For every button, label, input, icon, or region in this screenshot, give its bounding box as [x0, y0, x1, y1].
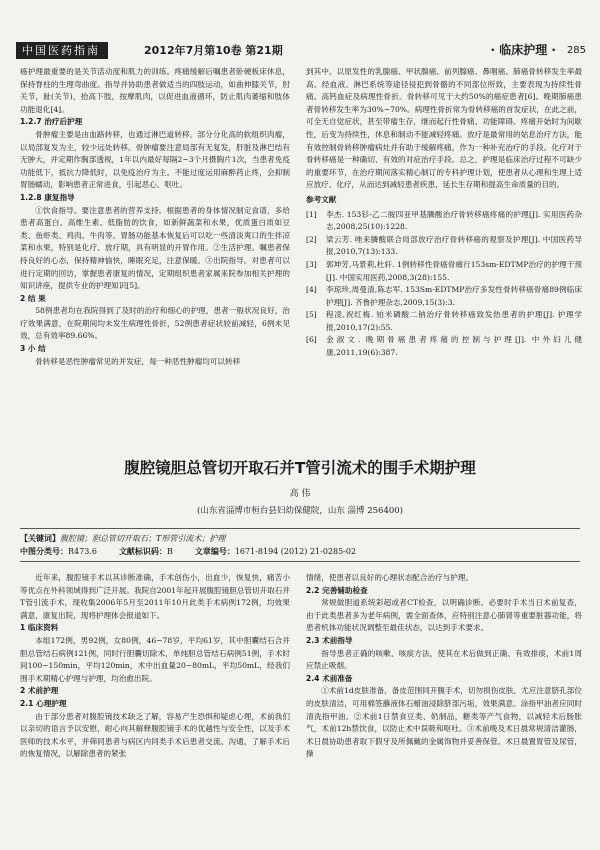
section-heading: 1 临床资料 — [20, 623, 59, 633]
paragraph: 情绪，使患者以良好的心理状态配合治疗与护理。 — [306, 573, 474, 582]
reference-item: [6] 金淑文. 晚期骨癌患者疼痛的控制与护理[J]. 中外妇儿健康,2011,19(6):387. — [306, 335, 582, 358]
paragraph: 指导患者正确的咳嗽、咳痰方法，使其在术后做到正确、有效排痰，术前1周应禁止吸烟。 — [306, 648, 582, 671]
paragraph: 近年来，腹腔镜手术以其诊断准确，手术创伤小，出血少，恢复快，痛苦小等优点在外科领域得到广泛开展。我院自2001年起开展腹腔镜胆总管切开取石并T管引流手术，现收集2006年5月至2011年10月此类手术病例172例，均效果满意，康复出院，现将护理体会报道如下。 — [20, 573, 290, 620]
article-right-column — [306, 572, 582, 761]
section-heading: 3 小 结 — [20, 344, 46, 354]
article-metadata — [20, 528, 580, 562]
section-heading: 2.3 术前指导 — [306, 635, 353, 645]
article-author: 高 伟 — [289, 489, 311, 499]
article-affiliation: (山东省淄博市桓台县妇幼保健院，山东 淄博 256400) — [197, 506, 403, 516]
classification-line: 中图分类号：R473.6 文献标识码：B 文章编号：1671-8194 (2012) 21-0285-02 — [20, 547, 357, 556]
paragraph: 58例患者均在我院得到了及时的治疗和细心的护理，患者一般状况良好，治疗效果满意，在院期间均未发生病理性骨折，52例患者症状较前减轻，6例未见效，总有效率89.66%。 — [20, 306, 290, 341]
section-name: · 临床护理 · — [490, 43, 556, 57]
issue-info: 2012年7月第10卷 第21期 — [144, 44, 283, 57]
section-heading: 2.1 心理护理 — [20, 698, 67, 708]
paragraph: 癌护理最重要的是关节活动度和肌力的训练。疼痛缓解后嘱患者卧硬板床休息，保持脊柱的生理弯曲度。指导并协助患者做适当的四肢运动，如曲伸膝关节，肘关节，趾(关节)，抬高下肢，按摩肌肉，以促进血液循环，防止肌肉萎缩和肢体功能退化[4]。 — [20, 67, 290, 114]
paragraph: ①术前1d皮肤准备，备皮范围同开腹手术，切勿损伤皮肤，尤应注意脐孔部位的皮肤清洁，可用棉签蘸液体石蜡油浸除脐部污垢，效果满意。涂指甲油者应同时清洗指甲油。②术前1日禁食豆类、奶制品，糖类等产气食物，以减轻术后肠胀气，术前12h禁饮食，以防止术中误吸和呕吐。③术前晚及术日晨常规清洁灌肠，术日晨协助患者取下假牙及所佩戴的金属饰物并妥善保管。术日晨置胃管及尿管，操 — [306, 686, 582, 759]
page-header — [16, 42, 586, 60]
article-title: 腹腔镜胆总管切开取石并T管引流术的围手术期护理 — [124, 459, 476, 477]
reference-item: [3] 郭坤芳,马景莉,杜轩. 1例转移性骨癌骨痛行153sm-EDTMP治疗的护理干预[J]. 中国实用医药,2008,3(28):155. — [306, 259, 582, 282]
section-heading: 1.2.7 治疗后护理 — [20, 117, 83, 127]
prev-article-right-column — [306, 66, 582, 360]
prev-article-left-column — [20, 66, 290, 368]
paragraph: 本组172例，男92例，女80例，46~78岁，平均61岁，其中胆囊结石合并胆总管结石病例121例，同时行胆囊切除术，单纯胆总管结石病例51例，手术时间100~150min，平均120min，术中出血量20~80mL，平均50mL，经我们围手术期精心护理与护理，均治愈出院。 — [20, 635, 290, 683]
paragraph: 到其中。以原发性的乳腺癌、甲状腺癌、前列腺癌、鼻咽癌、肺癌骨转移发生率最高。经血液、淋巴系统等途径侵犯到骨骼的不同部位所致，主要表现为持续性骨痛、高钙血症及病理性骨折。骨转移可见于大约50%的癌症患者[6]。晚期肺癌患者骨转移发生率为30%~70%。病理性骨折常为骨转移癌的首发症状，在此之前，可全无自觉症状，甚至带瘤生存，继而起行性骨痛、功能障碍。疼痛开始时为间歇性，后变为持续性，休息和制动不能减轻疼痛。放疗是最常用的姑息治疗方法，能有效控制骨转移肿瘤病灶并有助于缓解疼痛，作为一种补充治疗的手段。化疗对于骨转移癌是一种确切、有效的对症治疗手段。总之，护理是临床治疗过程不可缺少的重要环节，在治疗期间落实精心制订的专科护理计划，使患者从心理和生理上适应放疗、化疗，从而达到减轻患者疾患，延长生存期和提高生命质量的目的。 — [306, 67, 582, 190]
section-heading: 2.2 完善辅助检查 — [306, 585, 368, 595]
section-heading: 2 术前护理 — [20, 686, 59, 696]
section-heading: 1.2.8 康复指导 — [20, 192, 75, 202]
paragraph: ①饮食指导。要注意患者的营养支持。根据患者的身体情况制定食谱，多给患者高蛋白、高维生素、低脂肪的饮食，如新鲜蔬菜和水果，优质蛋白质如豆类、鱼虾类、鸡肉、牛肉等。胃肠功能基本恢复后可以吃一些清淡爽口的生拌凉菜和水果，特别是化疗、放疗期，具有明显的开胃作用。②生活护理。嘱患者保持良好的心态，保持精神愉快，睡眠充足，注意保暖。③出院指导。对患者可以进行定期的回访，掌握患者康复的情况，定期组织患者家属来院参加相关护理的知识讲座，提供专业的护理知识[5]。 — [20, 205, 290, 291]
paragraph: 常规做胆道系统彩超或者CT检查，以明确诊断。必要时手术当日术前复查，由于此类患者多为老年病例，需全面查体，应特别注意心肺肾等重要脏器功能，将患者机体功能状况调整至最佳状态，以达到手术要求。 — [306, 598, 582, 633]
section-heading: 2.4 术前准备 — [306, 673, 353, 683]
paragraph: 骨肿瘤主要是由血路转移，也通过淋巴道转移。部分分化高的软组织肉瘤，以局部复发为主，较少远处转移。骨肿瘤要注意局部有无复发，肝脏及淋巴结有无肿大，并定期作胸部透视，1年以内最好每隔2~3个月摄胸片1次，当患者免疫功能低下，抵抗力降低时，以免疫治疗为主。不能过度运用麻醉药止疼，会抑制胃肠蠕动，影响患者正常进食，引起恶心、呕吐。 — [20, 129, 290, 190]
reference-item: [4] 李琼珍,周曼清,陈志军. 153Sm-EDTMP治疗多发性骨转移癌骨痛89例临床护理[J]. 齐鲁护理杂志,2009,15(3):3. — [306, 285, 582, 307]
reference-item: [2] 梁云芳. 唑来膦酸联合局部放疗治疗骨转移癌的观察及护理[J]. 中国医药导报,2010,7(13):133. — [306, 234, 582, 257]
paragraph: 由于部分患者对腹腔镜技术缺乏了解，容易产生恐惧和疑虑心理，术前我们以亲切的语言予以安慰，耐心向其解释腹腔镜手术的优越性与安全性，以及手术医师的技术水平，并筛同患者与病区内同类手术后患者交流、沟通，了解手术后的恢复情况，以解除患者的紧张 — [20, 711, 290, 759]
journal-name: 中国医药指南 — [16, 42, 108, 59]
paragraph: 骨转移是恶性肿瘤常见的并发症，每一种恶性肿瘤均可以转移 — [35, 356, 241, 366]
section-heading: 2 结 果 — [20, 293, 46, 303]
keywords-line: 【关键词】腹腔镜；胆总管切开取石；T形管引流术；护理 — [20, 534, 226, 543]
article-left-column — [20, 572, 290, 761]
reference-item: [1] 李杰. 153钐-乙二胺四亚甲基膦酸治疗骨转移癌疼痛的护理[J]. 实用医药杂志,2008,25(10):1228. — [306, 209, 582, 232]
page-number: 285 — [566, 45, 586, 56]
references-heading: 参考文献 — [306, 194, 337, 204]
reference-item: [5] 程凌,祝红梅. 铂米磷酸二钠治疗骨转移癌致发热患者的护理[J]. 护理学报,2010,17(2):55. — [306, 310, 582, 332]
